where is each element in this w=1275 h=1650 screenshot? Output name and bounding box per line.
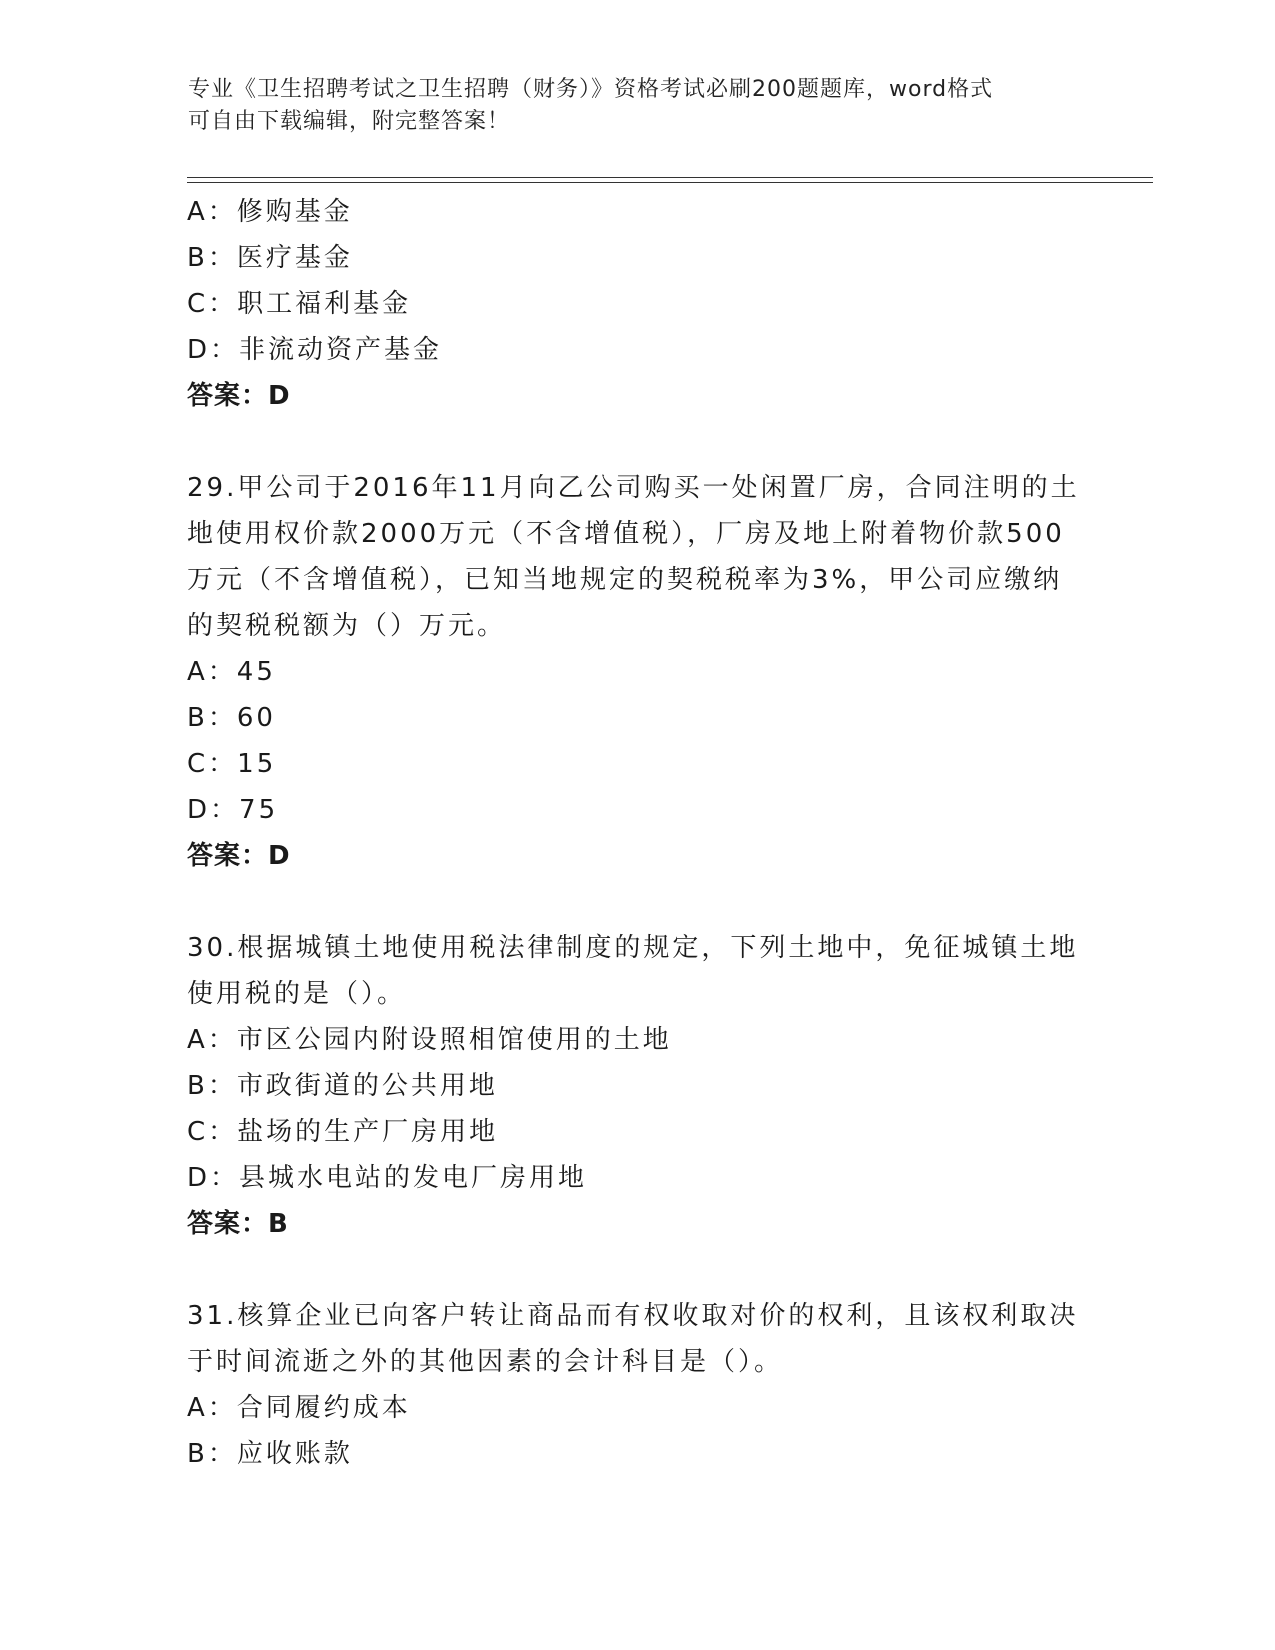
- header-divider-top: [187, 177, 1153, 178]
- option-c: C：盐场的生产厂房用地: [187, 1117, 499, 1147]
- question-31: [187, 1293, 1087, 1477]
- header-title-line-2: 可自由下载编辑，附完整答案！: [188, 109, 511, 134]
- option-a: A：合同履约成本: [187, 1393, 411, 1423]
- question-stem-line: 万元（不含增值税），已知当地规定的契税税率为3%，甲公司应缴纳: [187, 565, 1063, 595]
- answer-label: 答案：D: [187, 381, 291, 411]
- question-stem-line: 31.核算企业已向客户转让商品而有权收取对价的权利，且该权利取决: [187, 1301, 1079, 1331]
- question-stem-line: 30.根据城镇土地使用税法律制度的规定，下列土地中，免征城镇土地: [187, 933, 1079, 963]
- option-a: A：修购基金: [187, 197, 353, 227]
- option-b: B：市政街道的公共用地: [187, 1071, 498, 1101]
- option-d: D：县城水电站的发电厂房用地: [187, 1163, 588, 1193]
- option-a: A：市区公园内附设照相馆使用的土地: [187, 1025, 672, 1055]
- question-stem-line: 使用税的是（）。: [187, 979, 407, 1009]
- option-c: C：职工福利基金: [187, 289, 412, 319]
- option-c: C：15: [187, 749, 277, 779]
- option-d: D：非流动资产基金: [187, 335, 443, 365]
- question-29: [187, 465, 1087, 879]
- answer-label: 答案：B: [187, 1209, 289, 1239]
- question-list: [187, 189, 1087, 1477]
- option-b: B：应收账款: [187, 1439, 353, 1469]
- question-stem-line: 29.甲公司于2016年11月向乙公司购买一处闲置厂房，合同注明的土: [187, 473, 1080, 503]
- question-stem-line: 地使用权价款2000万元（不含增值税），厂房及地上附着物价款500: [187, 519, 1065, 549]
- question-stem-line: 的契税税额为（）万元。: [187, 611, 507, 641]
- option-a: A：45: [187, 657, 276, 687]
- header-divider-bottom: [187, 182, 1153, 183]
- answer-label: 答案：D: [187, 841, 291, 871]
- option-d: D：75: [187, 795, 279, 825]
- question-stem-line: 于时间流逝之外的其他因素的会计科目是（）。: [187, 1347, 784, 1377]
- header-title-line-1: 专业《卫生招聘考试之卫生招聘（财务）》资格考试必刷200题题库，word格式: [188, 77, 994, 102]
- question-28: [187, 189, 1087, 419]
- option-b: B：医疗基金: [187, 243, 353, 273]
- page-header: [188, 74, 1078, 138]
- question-30: [187, 925, 1087, 1247]
- option-b: B：60: [187, 703, 276, 733]
